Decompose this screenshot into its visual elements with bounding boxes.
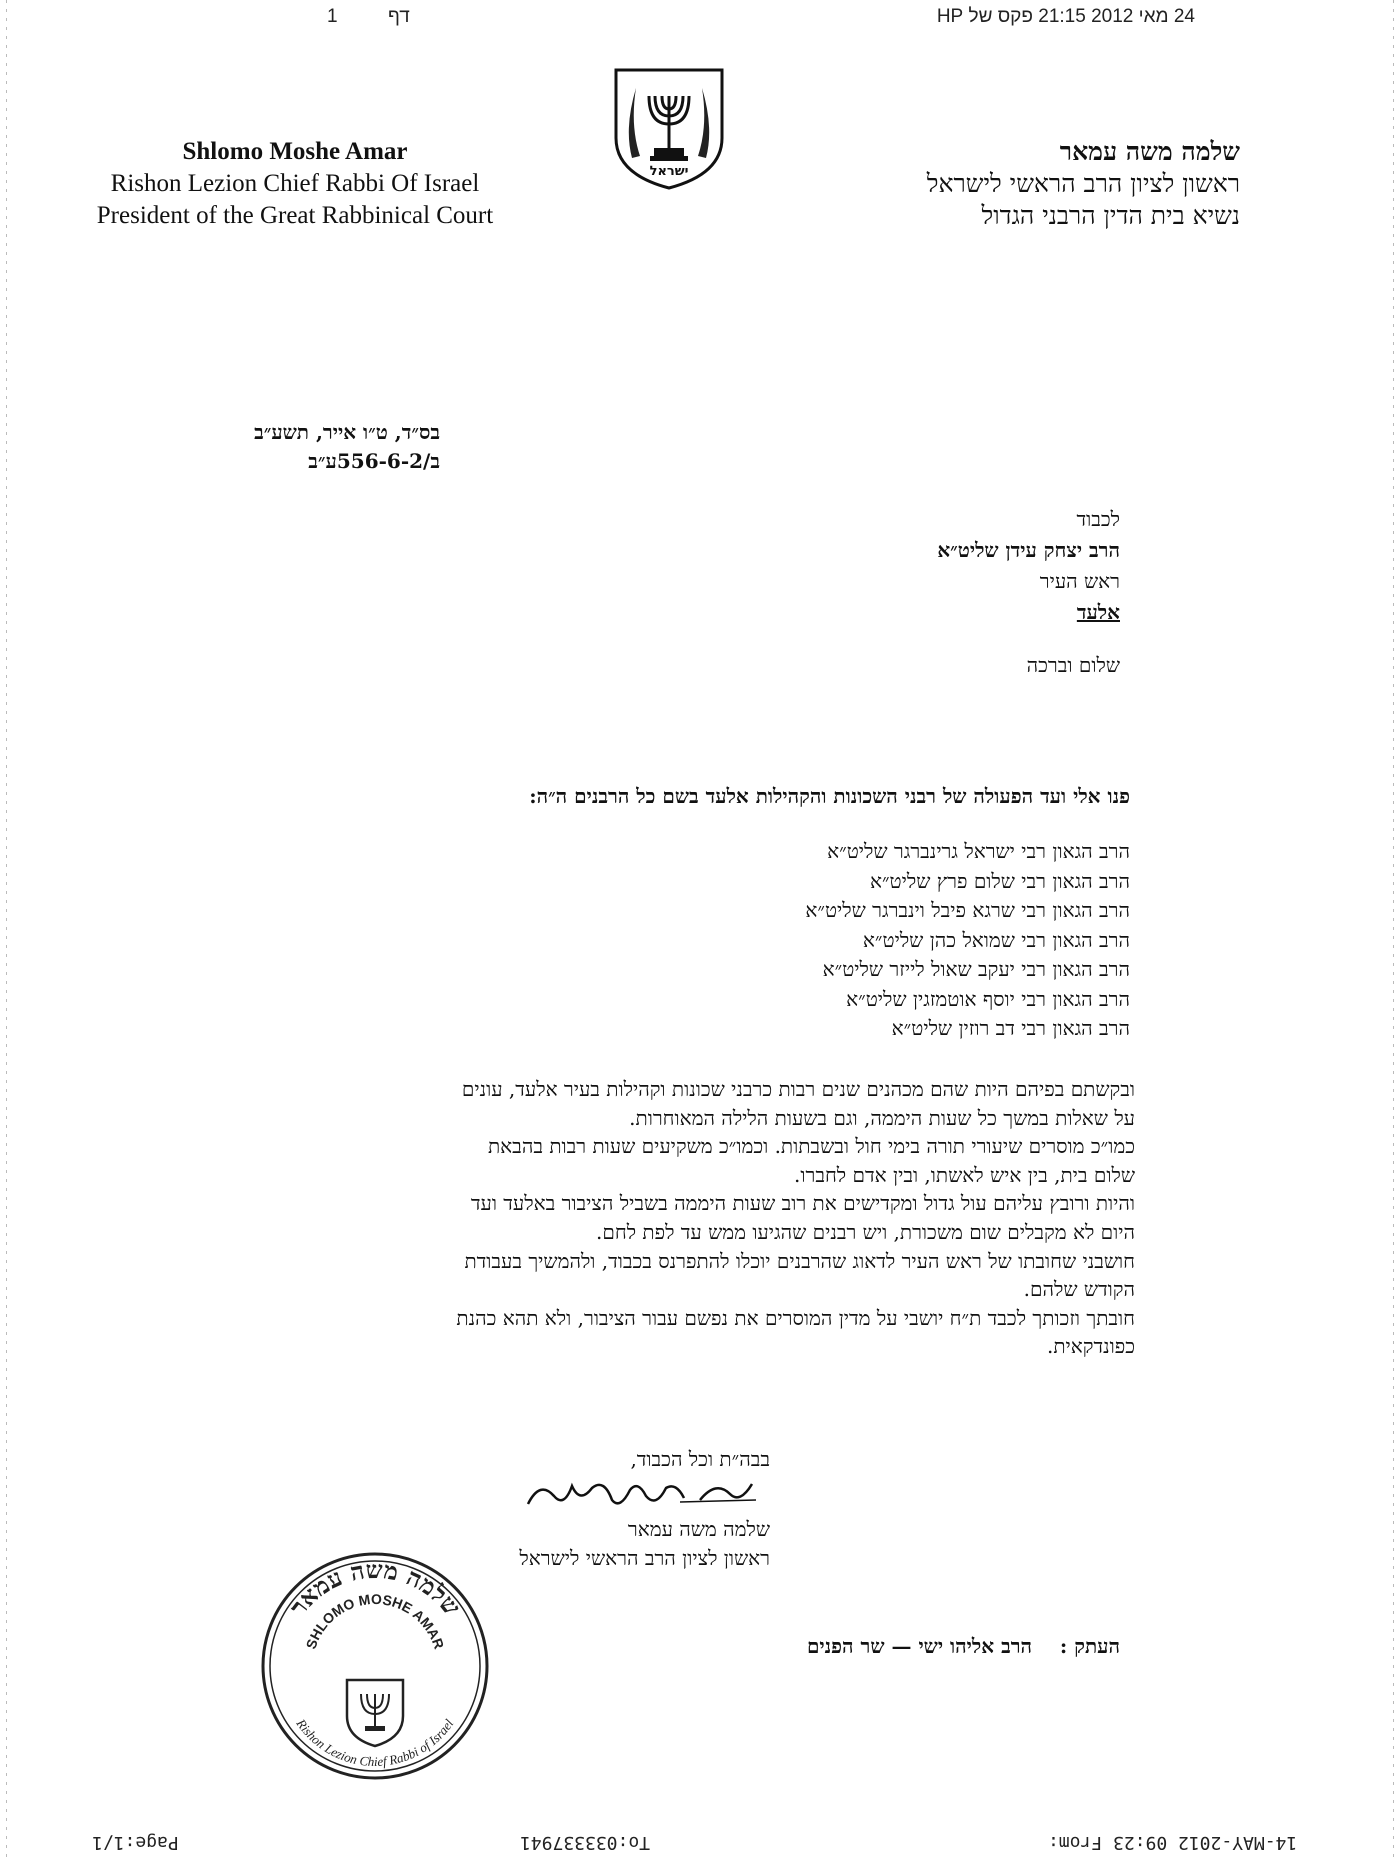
recipient-salutation: לכבוד	[1076, 507, 1120, 531]
copy-to-line	[640, 1632, 1120, 1661]
body-line: חובתך וזכותך לכבד ת״ח יושבי על מדין המוסרים את נפשם עבור הציבור, ולא תהא כהנת	[456, 1305, 1135, 1330]
sender-title-hebrew: ראשון לציון הרב הראשי לישראל	[926, 169, 1240, 198]
list-item: הרב הגאון רבי שמואל כהן שליט״א	[862, 927, 1130, 952]
recipient-city: אלעד	[1076, 600, 1120, 624]
letterhead-hebrew	[820, 136, 1240, 232]
letter-reference: ב/556-6-2ע״ב	[308, 449, 440, 473]
list-item: הרב הגאון רבי שרגא פיבל וינברגר שליט״א	[805, 898, 1130, 922]
fax-footer-to: To:033337941	[520, 1832, 651, 1853]
letterhead-english	[60, 136, 530, 232]
body-paragraph	[190, 1075, 1135, 1361]
body-line: כמו״כ מוסרים שיעורי תורה בימי חול ובשבתות. וכמו״כ משקיעים שעות רבות בהבאת	[487, 1134, 1135, 1159]
recipient-title: ראש העיר	[1039, 569, 1120, 593]
fax-footer-page: Page:1/1	[92, 1832, 179, 1853]
recipient-block	[620, 504, 1120, 628]
svg-text:SHLOMO MOSHE AMAR: SHLOMO MOSHE AMAR	[302, 1590, 448, 1652]
body-line: כפונדקאית.	[1047, 1334, 1135, 1359]
fax-header-line: 24 מאי 2012 21:15 פקס של HP	[936, 6, 1195, 27]
fax-footer-from: 14-MAY-2012 09:23 From:	[1048, 1832, 1298, 1853]
signer-title: ראשון לציון הרב הראשי לישראל	[519, 1546, 770, 1570]
body-line: והיות ורובץ עליהם עול גדול ומקדישים את רוב שעות היממה בשביל הציבור באלעד ועד	[470, 1191, 1135, 1216]
body-line: הקודש שלהם.	[1023, 1277, 1135, 1302]
svg-text:שלמה משה עמאר: שלמה משה עמאר	[283, 1554, 467, 1621]
sender-name-english: Shlomo Moshe Amar	[182, 138, 408, 165]
body-line: שלום בית, בין איש לאשתו, ובין אדם לחברו.	[794, 1162, 1135, 1187]
date-reference-block	[130, 418, 440, 476]
list-item: הרב הגאון רבי דב רוזין שליט״א	[891, 1016, 1130, 1040]
list-item: הרב הגאון רבי שלום פרץ שליט״א	[869, 868, 1130, 893]
sender-title-english: Rishon Lezion Chief Rabbi Of Israel	[110, 170, 480, 197]
list-item: הרב הגאון רבי ישראל גרינברגר שליט״א	[827, 839, 1130, 863]
fax-page-number: 1	[327, 6, 338, 27]
emblem-label: ישראל	[649, 164, 689, 179]
sender-office-hebrew: נשיא בית הדין הרבני הגדול	[981, 201, 1240, 230]
body-line: היום לא מקבלים שום משכורת, ויש רבנים שהגיעו ממש עד לפת לחם.	[596, 1219, 1135, 1244]
signer-name: שלמה משה עמאר	[627, 1517, 770, 1541]
state-emblem-icon	[610, 66, 728, 191]
sender-office-english: President of the Great Rabbinical Court	[96, 202, 494, 229]
rabbis-list	[450, 837, 1130, 1044]
scan-edge-right	[1393, 0, 1394, 1860]
sender-name-hebrew: שלמה משה עמאר	[1059, 137, 1240, 166]
list-item: הרב הגאון רבי יעקב שאול לייזר שליט״א	[822, 957, 1130, 981]
rabbinate-seal-stamp-icon	[255, 1548, 495, 1783]
handwritten-signature-icon	[520, 1474, 760, 1514]
body-line: על שאלות במשך כל שעות היממה, וגם בשעות הלילה המאוחרות.	[629, 1105, 1135, 1130]
copy-to-label: העתק :	[1059, 1634, 1120, 1658]
svg-text:Rishon Lezion Chief Rabbi of I: Rishon Lezion Chief Rabbi of Israel	[293, 1716, 457, 1770]
body-line: חושבני שחובתו של ראש העיר לדאוג שהרבנים יוכלו להתפרנס בכבוד, ולהמשיך בעבודת	[464, 1248, 1135, 1273]
copy-to-value: הרב אליהו ישי — שר הפנים	[806, 1634, 1033, 1658]
body-line: ובקשתם בפיהם היות שהם מכהנים שנים רבות כרבני שכונות וקהילות בעיר אלעד, עונים	[461, 1077, 1135, 1101]
fax-page-label: דף	[388, 6, 410, 27]
greeting: שלום וברכה	[1026, 653, 1120, 677]
list-item: הרב הגאון רבי יוסף אוטמזגין שליט״א	[846, 986, 1130, 1011]
recipient-name: הרב יצחק עידן שליט״א	[937, 538, 1120, 562]
scan-edge-left	[6, 0, 7, 1860]
intro-line: פנו אלי ועד הפעולה של רבני השכונות והקהילות אלעד בשם כל הרבנים ה״ה:	[529, 784, 1130, 808]
closing-salutation: בבה״ת וכל הכבוד,	[630, 1447, 770, 1471]
letter-date: בס״ד, ט״ו אייר, תשע״ב	[254, 420, 440, 444]
